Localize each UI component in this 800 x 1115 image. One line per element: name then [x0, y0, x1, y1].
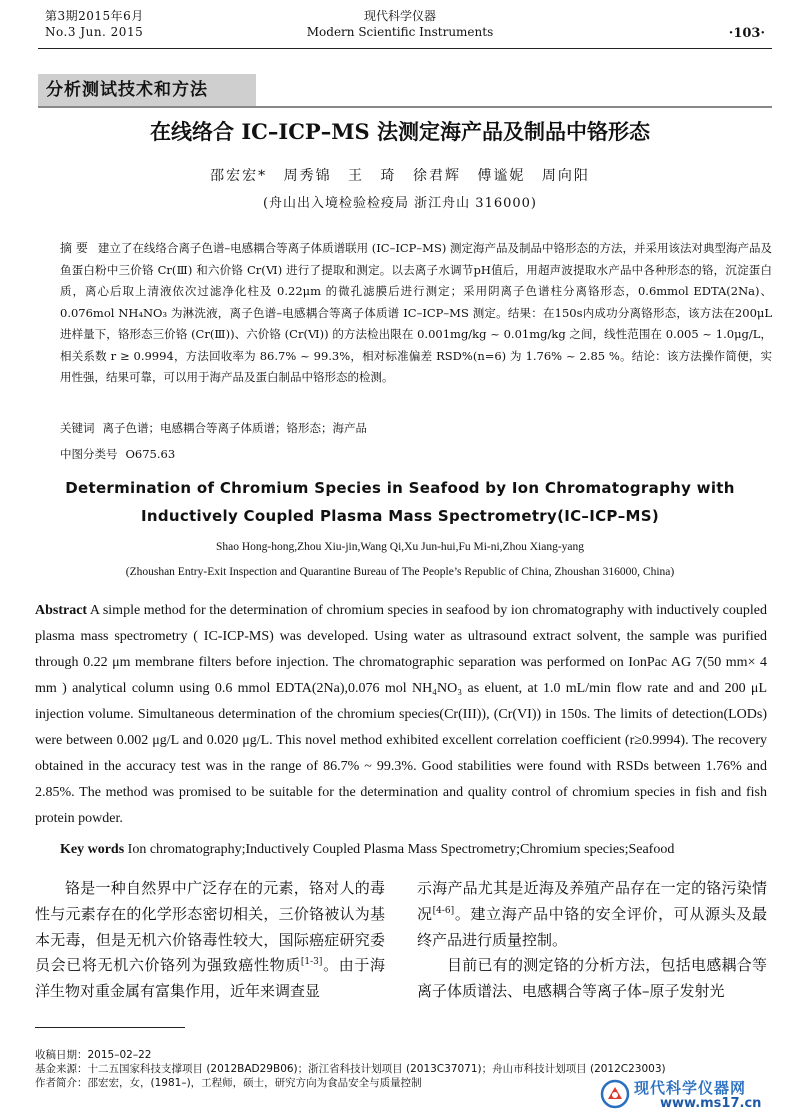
page-number: ·103· — [728, 26, 765, 41]
abstract-en-text: A simple method for the determination of chromium species in seafood by ion chromatography with inductively coupled plasma mass spectrometry ( IC-ICP-MS) was developed. Using water as ultrasound extract solvent, the sample was purified through 0.22 μm membrane filters before injection. The chromatographic separation was performed on IonPac AG 7(50 mm× 4 mm ) analytical column using 0.6 mmol EDTA(2Na),0.076 mol NH₄NO₃ as eluent, at 1.0 mL/min flow rate and and 200 μL injection volume. Simultaneous determination of the chromium species(Cr(III)), (Cr(VI)) in 150s. The limits of detection(LODs) were between 0.002 μg/L and 0.020 μg/L. This novel method exhibited excellent correlation coefficient (r≥0.9994). The recovery obtained in the accuracy test was in the range of 86.7% ~ 99.3%. Good stabilities were found with RSDs between 1.76% and 2.85%. The method was promised to be suitable for the determination and quality control of chromium species in fish and fish protein powder. — [35, 603, 767, 826]
affiliation-cn: (舟山出入境检验检疫局 浙江舟山 316000) — [262, 196, 538, 211]
abstract-en — [35, 598, 767, 832]
footnotes — [35, 1048, 666, 1090]
abstract-cn-label: 摘 要 — [60, 241, 88, 255]
section-rule — [38, 106, 772, 108]
journal-name — [0, 8, 800, 40]
watermark-name: 现代科学仪器网 — [634, 1079, 747, 1097]
keywords-cn-text: 离子色谱；电感耦合等离子体质谱；铬形态；海产品 — [102, 421, 367, 435]
classification-code: O675.63 — [125, 447, 176, 461]
abstract-en-label: Abstract — [35, 603, 88, 618]
journal-cn: 现代科学仪器 — [363, 9, 436, 23]
keywords-en — [60, 842, 674, 858]
footnote-fund: 基金来源：十二五国家科技支撑项目 (2012BAD29B06)；浙江省科技计划项目 (2013C37071)；舟山市科技计划项目 (2012C23003) — [35, 1063, 666, 1075]
body-text: 。建立海产品中铬的安全评价，可从源头及最终产品进行质量控制。 — [417, 904, 767, 949]
keywords-cn — [60, 420, 367, 436]
watermark-logo-icon — [600, 1079, 630, 1109]
authors-cn: 邵宏宏* 周秀锦 王 琦 徐君辉 傅谧妮 周向阳 — [210, 168, 590, 184]
keywords-en-text: Ion chromatography;Inductively Coupled Plasma Mass Spectrometry;Chromium species;Seafood — [127, 842, 675, 857]
section-label: 分析测试技术和方法 — [38, 74, 256, 106]
abstract-cn-text: 建立了在线络合离子色谱–电感耦合等离子体质谱联用 (IC–ICP–MS) 测定海产品及制品中铬形态的方法，并采用该法对典型海产品及鱼蛋白粉中三价铬 Cr(Ⅲ) 和六价铬 Cr(Ⅵ) 进行了提取和测定。以去离子水调节pH值后，用超声波提取水产品中各种形态的铬，沉淀蛋白质，离心后取上清液依次过滤净化柱及 0.22μm 的微孔滤膜后进行测定；采用阴离子色谱柱分离铬形态，0.6mmol EDTA(2Na)、0.076mol NH₄NO₃ 为淋洗液，离子色谱–电感耦合等离子体质谱 IC–ICP–MS 测定。结果：在150s内成功分离铬形态，该方法在200μL进样量下，铬形态三价铬 (Cr(Ⅲ))、六价铬 (Cr(Ⅵ)) 的方法检出限在 0.001mg/kg ~ 0.01mg/kg 之间，线性范围在 0.005 ~ 1.0μg/L，相关系数 r ≥ 0.9994，方法回收率为 86.7% ~ 99.3%，相对标准偏差 RSD%(n=6) 为 1.76% ~ 2.85 %。结论：该方法操作简便，实用性强，结果可靠，可以用于海产品及蛋白制品中铬形态的检测。 — [60, 241, 772, 384]
classification-cn — [60, 446, 175, 462]
watermark-url: www.ms17.cn — [660, 1096, 762, 1111]
authors-en: Shao Hong-hong,Zhou Xiu-jin,Wang Qi,Xu Jun-hui,Fu Mi-ni,Zhou Xiang-yang — [216, 541, 584, 553]
affiliation-en: (Zhoushan Entry-Exit Inspection and Quarantine Bureau of The People’s Republic of China, Zhoushan 316000, China) — [125, 566, 675, 578]
body-text: 。由于海洋生物对重金属有富集作用，近年来调查显 — [35, 956, 385, 1001]
paper-title-cn: 在线络合 IC–ICP–MS 法测定海产品及制品中铬形态 — [150, 119, 650, 144]
body-column-right — [417, 876, 767, 1005]
body-paragraph: 目前已有的测定铬的分析方法，包括电感耦合等离子体质谱法、电感耦合等离子体–原子发射光 — [417, 956, 767, 1001]
body-text: 铬是一种自然界中广泛存在的元素，铬对人的毒性与元素存在的化学形态密切相关，三价铬被认为基本无毒，但是无机六价铬毒性较大，国际癌症研究委员会已将无机六价铬列为强致癌性物质 — [35, 879, 385, 975]
paper-title-en-line1: Determination of Chromium Species in Seafood by Ion Chromatography with — [65, 479, 735, 497]
paper-title-en-line2: Inductively Coupled Plasma Mass Spectrometry(IC–ICP–MS) — [140, 507, 659, 525]
header-rule — [38, 48, 772, 49]
watermark — [600, 1075, 790, 1113]
footnote-author: 作者简介：邵宏宏，女，(1981–)，工程师，硕士，研究方向为食品安全与质量控制 — [35, 1077, 422, 1089]
keywords-cn-label: 关键词 — [60, 421, 95, 435]
abstract-cn — [60, 238, 772, 389]
citation-ref: [1-3] — [300, 957, 323, 968]
body-column-left — [35, 876, 385, 1005]
issue-cn: 第3期2015年6月 — [45, 9, 144, 23]
footnote-received: 收稿日期：2015–02–22 — [35, 1049, 152, 1061]
citation-ref: [4-6] — [432, 905, 455, 916]
classification-label: 中图分类号 — [60, 447, 118, 461]
issue-en: No.3 Jun. 2015 — [45, 25, 144, 39]
body-paragraph — [417, 876, 767, 953]
body-paragraph — [35, 876, 385, 1005]
journal-en: Modern Scientific Instruments — [306, 25, 494, 39]
keywords-en-label: Key words — [60, 842, 125, 857]
body-text: 示海产品尤其是近海及养殖产品存在一定的铬污染情况 — [417, 879, 767, 923]
paper-title-en — [0, 474, 800, 530]
footnote-rule — [35, 1027, 185, 1028]
